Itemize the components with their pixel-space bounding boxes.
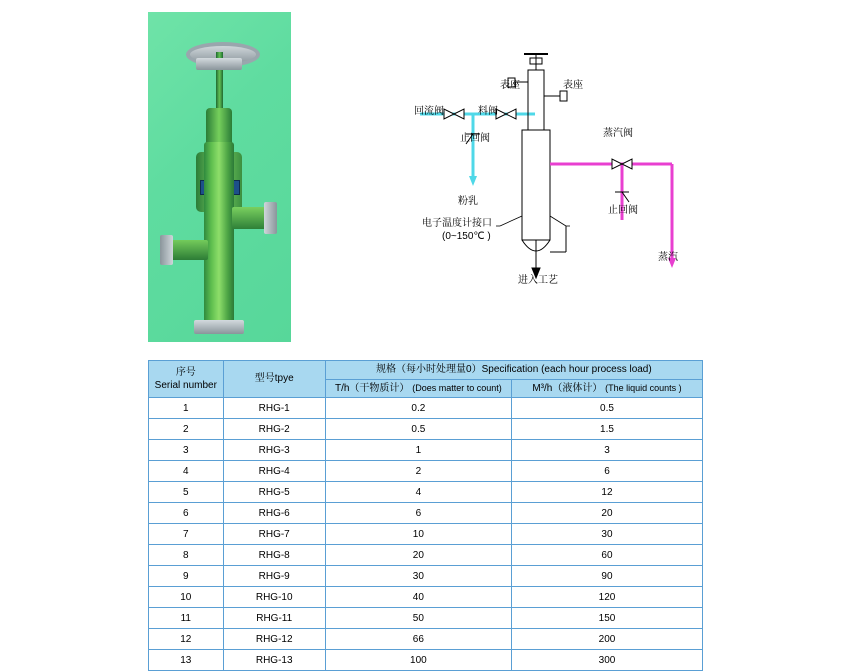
specification-table: [148, 360, 703, 671]
cell-m3h: 90: [511, 566, 702, 587]
th-spec-group-cn: 规格（每小时处理量0）: [376, 364, 482, 375]
cell-serial: 11: [149, 608, 224, 629]
table-row: [149, 650, 703, 671]
label-temp-sensor-port: 电子温度计接口: [422, 218, 492, 229]
table-row: [149, 503, 703, 524]
cell-type: RHG-6: [223, 503, 325, 524]
cell-th: 30: [325, 566, 511, 587]
specification-table-container: [148, 360, 703, 671]
label-gauge-seat-2: 表座: [563, 80, 583, 91]
th-type: 型号tpye: [223, 361, 325, 398]
table-body: [149, 398, 703, 671]
cell-serial: 7: [149, 524, 224, 545]
cell-serial: 2: [149, 419, 224, 440]
label-steam-valve: 蒸汽阀: [603, 128, 633, 139]
label-powder-milk: 粉乳: [458, 196, 478, 207]
table-row: [149, 419, 703, 440]
th-serial-cn: 序号: [175, 366, 196, 378]
table-row: [149, 461, 703, 482]
table-row: [149, 482, 703, 503]
cell-th: 0.5: [325, 419, 511, 440]
side-branch-left-flange: [160, 235, 173, 265]
table-header: [149, 361, 703, 398]
bottom-flange: [194, 320, 244, 334]
side-branch-right: [232, 207, 268, 229]
th-cubic-metres-per-hour: [511, 379, 702, 398]
table-row: [149, 545, 703, 566]
table-row: [149, 524, 703, 545]
table-row: [149, 566, 703, 587]
process-outlet: [550, 226, 566, 252]
th-m3h-en: (The liquid counts ): [605, 382, 682, 393]
temp-sensor-leader: [496, 216, 570, 226]
label-feed-valve: 料阀: [478, 106, 498, 117]
valve-symbol-feed: [496, 109, 516, 119]
label-steam: 蒸汽: [658, 252, 678, 263]
cyan-pipe-group: [420, 114, 535, 186]
cell-m3h: 120: [511, 587, 702, 608]
cell-th: 2: [325, 461, 511, 482]
cell-serial: 5: [149, 482, 224, 503]
th-tonnes-per-hour: [325, 379, 511, 398]
side-branch-left: [170, 240, 208, 260]
cell-type: RHG-5: [223, 482, 325, 503]
cell-m3h: 20: [511, 503, 702, 524]
label-return-valve: 回流阀: [414, 106, 444, 117]
label-gauge-seat-1: 表座: [500, 80, 520, 91]
cell-th: 50: [325, 608, 511, 629]
cell-type: RHG-11: [223, 608, 325, 629]
label-check-valve-2: 止回阀: [608, 205, 638, 216]
th-th-en: (Does matter to count): [412, 382, 502, 393]
cell-type: RHG-4: [223, 461, 325, 482]
th-serial-number: [149, 361, 224, 398]
cell-serial: 12: [149, 629, 224, 650]
cell-type: RHG-1: [223, 398, 325, 419]
cell-serial: 9: [149, 566, 224, 587]
cell-m3h: 6: [511, 461, 702, 482]
cell-type: RHG-8: [223, 545, 325, 566]
cell-th: 1: [325, 440, 511, 461]
product-photo: [148, 12, 291, 342]
cell-th: 4: [325, 482, 511, 503]
cell-m3h: 12: [511, 482, 702, 503]
cell-type: RHG-13: [223, 650, 325, 671]
side-branch-right-flange: [264, 202, 277, 234]
cell-m3h: 60: [511, 545, 702, 566]
th-th-cn: T/h（干物质计）: [334, 382, 410, 394]
th-spec-group: [325, 361, 702, 380]
th-m3h-cn: M³/h（液体计）: [532, 382, 603, 394]
cell-serial: 8: [149, 545, 224, 566]
table-row: [149, 587, 703, 608]
cell-serial: 4: [149, 461, 224, 482]
table-header-row-1: [149, 361, 703, 380]
label-enter-process: 进入工艺: [518, 275, 558, 286]
cell-m3h: 0.5: [511, 398, 702, 419]
cell-type: RHG-9: [223, 566, 325, 587]
top-flange: [196, 58, 242, 70]
cell-m3h: 300: [511, 650, 702, 671]
cell-type: RHG-7: [223, 524, 325, 545]
process-flow-diagram: [400, 20, 730, 320]
cell-th: 10: [325, 524, 511, 545]
cell-m3h: 3: [511, 440, 702, 461]
cell-type: RHG-10: [223, 587, 325, 608]
flow-diagram-svg: [400, 20, 730, 320]
cell-th: 0.2: [325, 398, 511, 419]
cell-th: 6: [325, 503, 511, 524]
label-temp-sensor-range: (0~150℃ ): [442, 231, 491, 242]
heater-vessel: [522, 130, 550, 278]
th-serial-en: Serial number: [154, 380, 217, 391]
cell-type: RHG-12: [223, 629, 325, 650]
label-check-valve-1: 止回阀: [460, 133, 490, 144]
cell-m3h: 150: [511, 608, 702, 629]
table-row: [149, 608, 703, 629]
cell-m3h: 30: [511, 524, 702, 545]
cell-th: 40: [325, 587, 511, 608]
cell-th: 100: [325, 650, 511, 671]
th-spec-group-en: Specification (each hour process load): [481, 364, 652, 375]
cell-th: 66: [325, 629, 511, 650]
cell-serial: 6: [149, 503, 224, 524]
cell-type: RHG-2: [223, 419, 325, 440]
valve-body: [204, 142, 234, 332]
table-row: [149, 629, 703, 650]
table-row: [149, 398, 703, 419]
cell-th: 20: [325, 545, 511, 566]
cell-serial: 3: [149, 440, 224, 461]
valve-symbol-return: [444, 109, 464, 119]
cell-serial: 13: [149, 650, 224, 671]
table-row: [149, 440, 703, 461]
cell-serial: 1: [149, 398, 224, 419]
cell-m3h: 200: [511, 629, 702, 650]
cell-serial: 10: [149, 587, 224, 608]
cell-m3h: 1.5: [511, 419, 702, 440]
cell-type: RHG-3: [223, 440, 325, 461]
